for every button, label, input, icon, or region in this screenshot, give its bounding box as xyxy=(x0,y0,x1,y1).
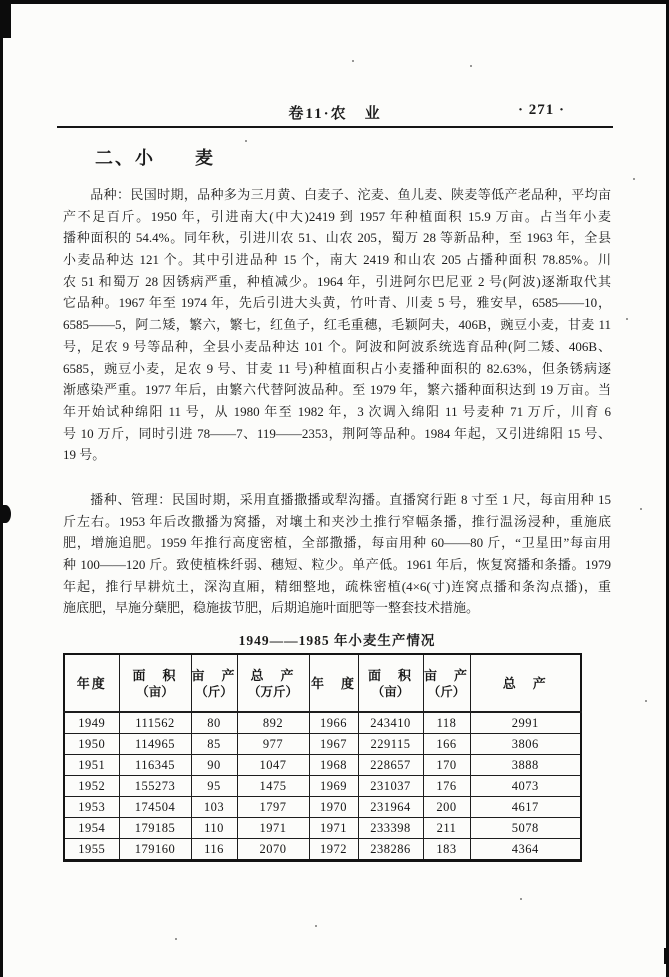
data-cell: 4364 xyxy=(470,839,581,861)
table-row xyxy=(64,712,581,734)
header-unit: （亩） xyxy=(136,684,174,699)
text-line: 6585——5，阿二矮，繁六，繁七，红鱼子，红毛重穗，毛颖阿夫，406B，豌豆小麦，甘麦 11 xyxy=(63,317,611,333)
wheat-production-table xyxy=(63,653,582,862)
header-cell-total-right xyxy=(470,654,581,712)
header-label: 年度 xyxy=(76,675,107,691)
table-header-row xyxy=(64,654,581,712)
text-line: 渐感染严重。1977 年后，由繁六代替阿波品种。至 1979 年，繁六播种面积达到 19 万亩。当 xyxy=(63,382,611,398)
text-line: 年开始试种绵阳 11 号，从 1980 年至 1982 年，3 次调入绵阳 11 号麦种 71 万斤，川育 6 xyxy=(63,403,611,419)
data-cell: 4073 xyxy=(470,776,581,797)
scan-speck xyxy=(352,60,354,62)
header-cell-area-left xyxy=(119,654,191,712)
text-line: 它品种。1967 年至 1974 年，先后引进大头黄，竹叶青、川麦 5 号，雅安早，6585——10， xyxy=(63,295,611,311)
header-label: 总 产 xyxy=(502,675,548,691)
data-cell: 116 xyxy=(191,839,237,861)
scan-speck xyxy=(626,318,628,320)
table-row xyxy=(64,755,581,776)
data-cell: 892 xyxy=(237,712,309,734)
header-label: 面 积 xyxy=(132,667,178,683)
data-cell: 977 xyxy=(237,734,309,755)
data-cell: 2991 xyxy=(470,712,581,734)
section-heading: 二、小 麦 xyxy=(95,148,215,168)
data-cell: 1952 xyxy=(64,776,119,797)
data-cell: 179185 xyxy=(119,818,191,839)
data-cell: 95 xyxy=(191,776,237,797)
text-line: 号，足农 9 号等品种，全县小麦品种达 101 个。阿波和阿波系统选育品种(阿二矮、406B、 xyxy=(63,338,611,354)
scan-speck xyxy=(520,898,522,900)
data-cell: 1953 xyxy=(64,797,119,818)
text-line: 6585，豌豆小麦，足农 9 号、甘麦 11 号)种植面积占小麦播种面积的 82.63%，但条锈病逐 xyxy=(63,360,611,376)
text-line: 号 10 万斤，同时引进 78——7、119——2353，荆阿等品种。1984 年起，又引进绵阳 15 号、 xyxy=(63,425,611,441)
table-title: 1949——1985 年小麦生产情况 xyxy=(238,633,436,648)
table-row xyxy=(64,818,581,839)
data-cell: 114965 xyxy=(119,734,191,755)
data-cell: 5078 xyxy=(470,818,581,839)
text-line: 种 100——120 斤。致使植株纤弱、穗短、粒少。单产低。1961 年后，恢复窝播和条播。1979 xyxy=(63,557,611,573)
text-line: 年起，推行早耕炕土，深沟直厢，精细整地，疏株密植(4×6(寸)连窝点播和条沟点播)，重 xyxy=(63,578,611,594)
text-line: 农 51 和蜀万 28 因锈病严重，种植减少。1964 年，引进阿尔巴尼亚 2 号(阿波)逐渐取代其 xyxy=(63,273,611,289)
text-line: 斤左右。1953 年后改撒播为窝播，对壤土和夹沙土推行窄幅条播，推行温汤浸种，重施底 xyxy=(63,513,611,529)
header-label: 面 积 xyxy=(367,667,413,683)
scan-speck xyxy=(315,925,317,927)
data-cell: 1970 xyxy=(309,797,358,818)
data-cell: 229115 xyxy=(358,734,423,755)
header-label: 年 度 xyxy=(310,675,356,691)
scan-speck xyxy=(640,508,642,510)
data-cell: 116345 xyxy=(119,755,191,776)
text-line: 施底肥，早施分蘖肥，稳施拔节肥，后期追施叶面肥等一整套技术措施。 xyxy=(63,600,480,616)
text-line: 肥，增施追肥。1959 年推行高度密植，全部撒播，每亩用种 60——80 斤，“卫星田”每亩用 xyxy=(63,535,611,551)
paragraph-varieties xyxy=(63,184,611,466)
data-cell: 166 xyxy=(423,734,470,755)
data-cell: 233398 xyxy=(358,818,423,839)
scan-speck xyxy=(470,65,472,67)
data-cell: 231037 xyxy=(358,776,423,797)
header-cell-area-right xyxy=(358,654,423,712)
data-cell: 238286 xyxy=(358,839,423,861)
data-cell: 179160 xyxy=(119,839,191,861)
header-label: 亩 产 xyxy=(191,667,237,683)
volume-title: 卷11·农 业 xyxy=(288,106,382,122)
data-cell: 183 xyxy=(423,839,470,861)
data-cell: 3888 xyxy=(470,755,581,776)
header-unit: （万斤） xyxy=(247,684,298,699)
data-cell: 111562 xyxy=(119,712,191,734)
text-line: 19 号。 xyxy=(63,447,106,463)
data-cell: 118 xyxy=(423,712,470,734)
text-line: 小麦品种达 121 个。其中引进品种 15 个，南大 2419 和山农 205 占播种面积 78.85%。川 xyxy=(63,252,611,268)
data-cell: 211 xyxy=(423,818,470,839)
data-cell: 85 xyxy=(191,734,237,755)
data-cell: 155273 xyxy=(119,776,191,797)
table-row xyxy=(64,797,581,818)
data-cell: 110 xyxy=(191,818,237,839)
scan-speck xyxy=(175,938,177,940)
data-cell: 1949 xyxy=(64,712,119,734)
text-line: 品种：民国时期，品种多为三月黄、白麦子、沱麦、鱼儿麦、陕麦等低产老品种，平均亩 xyxy=(90,187,611,202)
data-cell: 1797 xyxy=(237,797,309,818)
data-cell: 2070 xyxy=(237,839,309,861)
table-row xyxy=(64,734,581,755)
data-cell: 200 xyxy=(423,797,470,818)
header-label: 总 产 xyxy=(250,667,296,683)
data-cell: 3806 xyxy=(470,734,581,755)
scan-speck xyxy=(245,140,247,142)
data-cell: 231964 xyxy=(358,797,423,818)
data-cell: 1967 xyxy=(309,734,358,755)
data-cell: 176 xyxy=(423,776,470,797)
data-cell: 80 xyxy=(191,712,237,734)
data-cell: 1972 xyxy=(309,839,358,861)
data-cell: 170 xyxy=(423,755,470,776)
header-cell-year-left xyxy=(64,654,119,712)
data-cell: 103 xyxy=(191,797,237,818)
data-cell: 1047 xyxy=(237,755,309,776)
header-label: 亩 产 xyxy=(423,667,469,683)
scan-edge-top xyxy=(0,0,669,4)
header-unit: （斤） xyxy=(195,684,233,699)
data-cell: 1971 xyxy=(309,818,358,839)
data-cell: 1475 xyxy=(237,776,309,797)
data-cell: 1968 xyxy=(309,755,358,776)
header-unit: （斤） xyxy=(427,684,466,699)
paragraph-sowing-management xyxy=(63,489,611,619)
page-number: · 271 · xyxy=(517,102,565,118)
scan-edge-corner xyxy=(0,0,11,38)
text-line: 播种面积的 54.4%。同年秋，引进川农 51、山农 205，蜀万 28 等新品种，至 1963 年，全县 xyxy=(63,230,611,246)
data-cell: 1954 xyxy=(64,818,119,839)
data-cell: 90 xyxy=(191,755,237,776)
text-line: 产不足百斤。1950 年，引进南大(中大)2419 到 1957 年种植面积 15.9 万亩。占当年小麦 xyxy=(63,208,611,224)
running-head xyxy=(57,100,613,128)
data-cell: 174504 xyxy=(119,797,191,818)
data-cell: 1950 xyxy=(64,734,119,755)
ink-mark xyxy=(664,948,668,964)
scan-speck xyxy=(633,178,635,180)
header-cell-yield-right xyxy=(423,654,470,712)
header-cell-yield-left xyxy=(191,654,237,712)
data-cell: 228657 xyxy=(358,755,423,776)
data-cell: 1966 xyxy=(309,712,358,734)
table-row xyxy=(64,839,581,861)
data-cell: 1971 xyxy=(237,818,309,839)
data-cell: 243410 xyxy=(358,712,423,734)
table-row xyxy=(64,776,581,797)
header-cell-year-right xyxy=(309,654,358,712)
ink-blob xyxy=(0,505,11,523)
data-cell: 1969 xyxy=(309,776,358,797)
scan-edge-left xyxy=(0,0,3,977)
data-cell: 1955 xyxy=(64,839,119,861)
data-cell: 1951 xyxy=(64,755,119,776)
header-unit: （亩） xyxy=(371,684,410,699)
text-line: 播种、管理：民国时期，采用直播撒播或犁沟播。直播窝行距 8 寸至 1 尺，每亩用种 15 xyxy=(90,492,611,507)
data-cell: 4617 xyxy=(470,797,581,818)
scan-speck xyxy=(645,700,647,702)
header-cell-total-left xyxy=(237,654,309,712)
